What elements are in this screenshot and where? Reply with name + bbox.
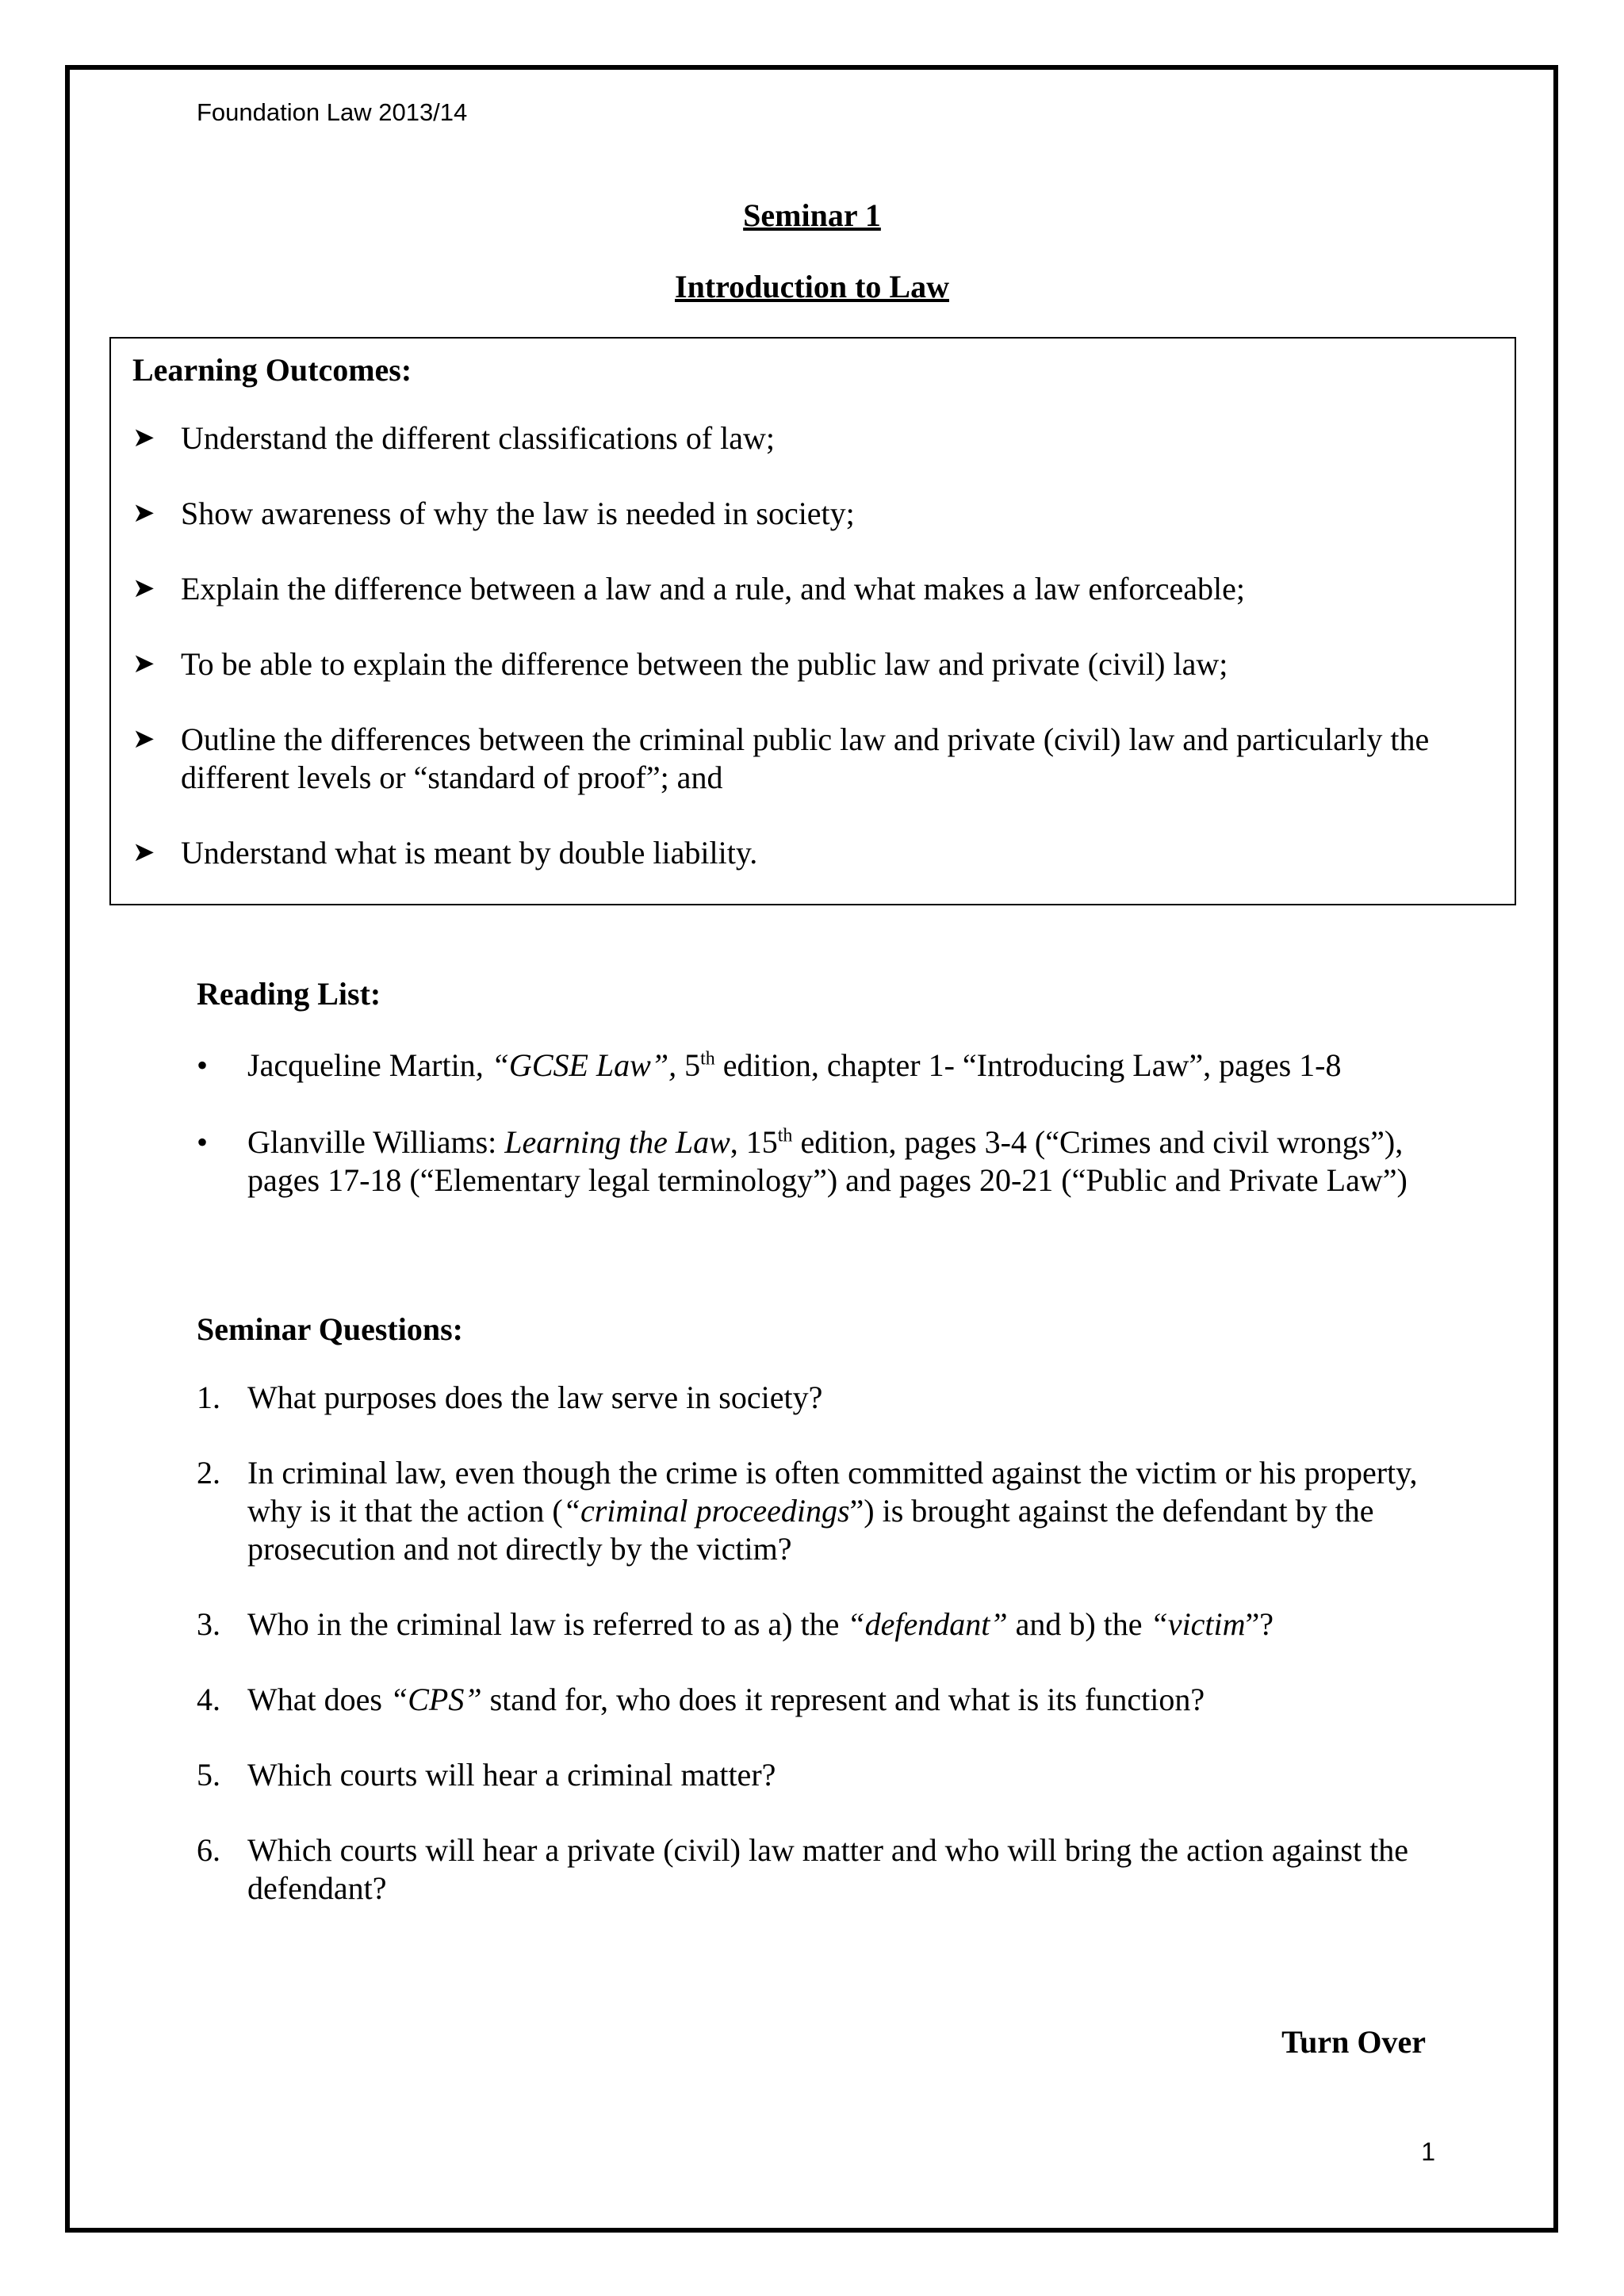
seminar-question: 6. Which courts will hear a private (civil) law matter and who will bring the action against the defendant? [197,1832,1408,1906]
arrow-bullet-icon: ➤ [132,499,155,528]
learning-outcome-item: ➤ Understand the different classifications of law; [132,420,776,456]
arrow-bullet-icon: ➤ [132,574,155,603]
course-header: Foundation Law 2013/14 [197,98,468,126]
topic-title: Introduction to Law [675,269,949,304]
arrow-bullet-icon: ➤ [132,649,155,679]
bullet-dot-icon: • [197,1047,209,1083]
learning-outcome-item: ➤ Outline the differences between the criminal public law and private (civil) law and particularly the different levels or “standard of proof”; and [132,721,1430,795]
arrow-bullet-icon: ➤ [132,423,155,453]
arrow-bullet-icon: ➤ [132,725,155,754]
reading-list-item: • Glanville Williams: Learning the Law, 15th edition, pages 3-4 (“Crimes and civil wrongs”), pages 17-18 (“Elementary legal terminology”) and pages 20-21 (“Public and Private Law”) [197,1124,1408,1198]
turn-over-label: Turn Over [1281,2024,1426,2060]
learning-outcome-item: ➤ Show awareness of why the law is needed in society; [132,496,855,531]
reading-list-heading: Reading List: [197,976,381,1012]
reading-list-item: • Jacqueline Martin, “GCSE Law”, 5th edition, chapter 1- “Introducing Law”, pages 1-8 [197,1047,1342,1083]
learning-outcomes-heading: Learning Outcomes: [132,352,412,388]
seminar-question: 1. What purposes does the law serve in society? [197,1380,823,1415]
seminar-question: 2. In criminal law, even though the crime is often committed against the victim or his property, why is it that the action (“criminal proceedings”) is brought against the defendant by the prosecution and not directly by the victim? [197,1455,1418,1567]
learning-outcome-item: ➤ To be able to explain the difference between the public law and private (civil) law; [132,646,1228,682]
bullet-dot-icon: • [197,1124,209,1160]
seminar-questions-heading: Seminar Questions: [197,1311,463,1347]
seminar-title: Seminar 1 [743,197,881,233]
seminar-question: 5. Which courts will hear a criminal matter? [197,1757,776,1793]
seminar-question: 4. What does “CPS” stand for, who does it represent and what is its function? [197,1682,1205,1717]
page-number: 1 [1421,2137,1435,2166]
seminar-question: 3. Who in the criminal law is referred to as a) the “defendant” and b) the “victim”? [197,1606,1274,1642]
learning-outcome-item: ➤ Explain the difference between a law and a rule, and what makes a law enforceable; [132,571,1245,607]
learning-outcome-item: ➤ Understand what is meant by double liability. [132,835,758,871]
arrow-bullet-icon: ➤ [132,838,155,867]
